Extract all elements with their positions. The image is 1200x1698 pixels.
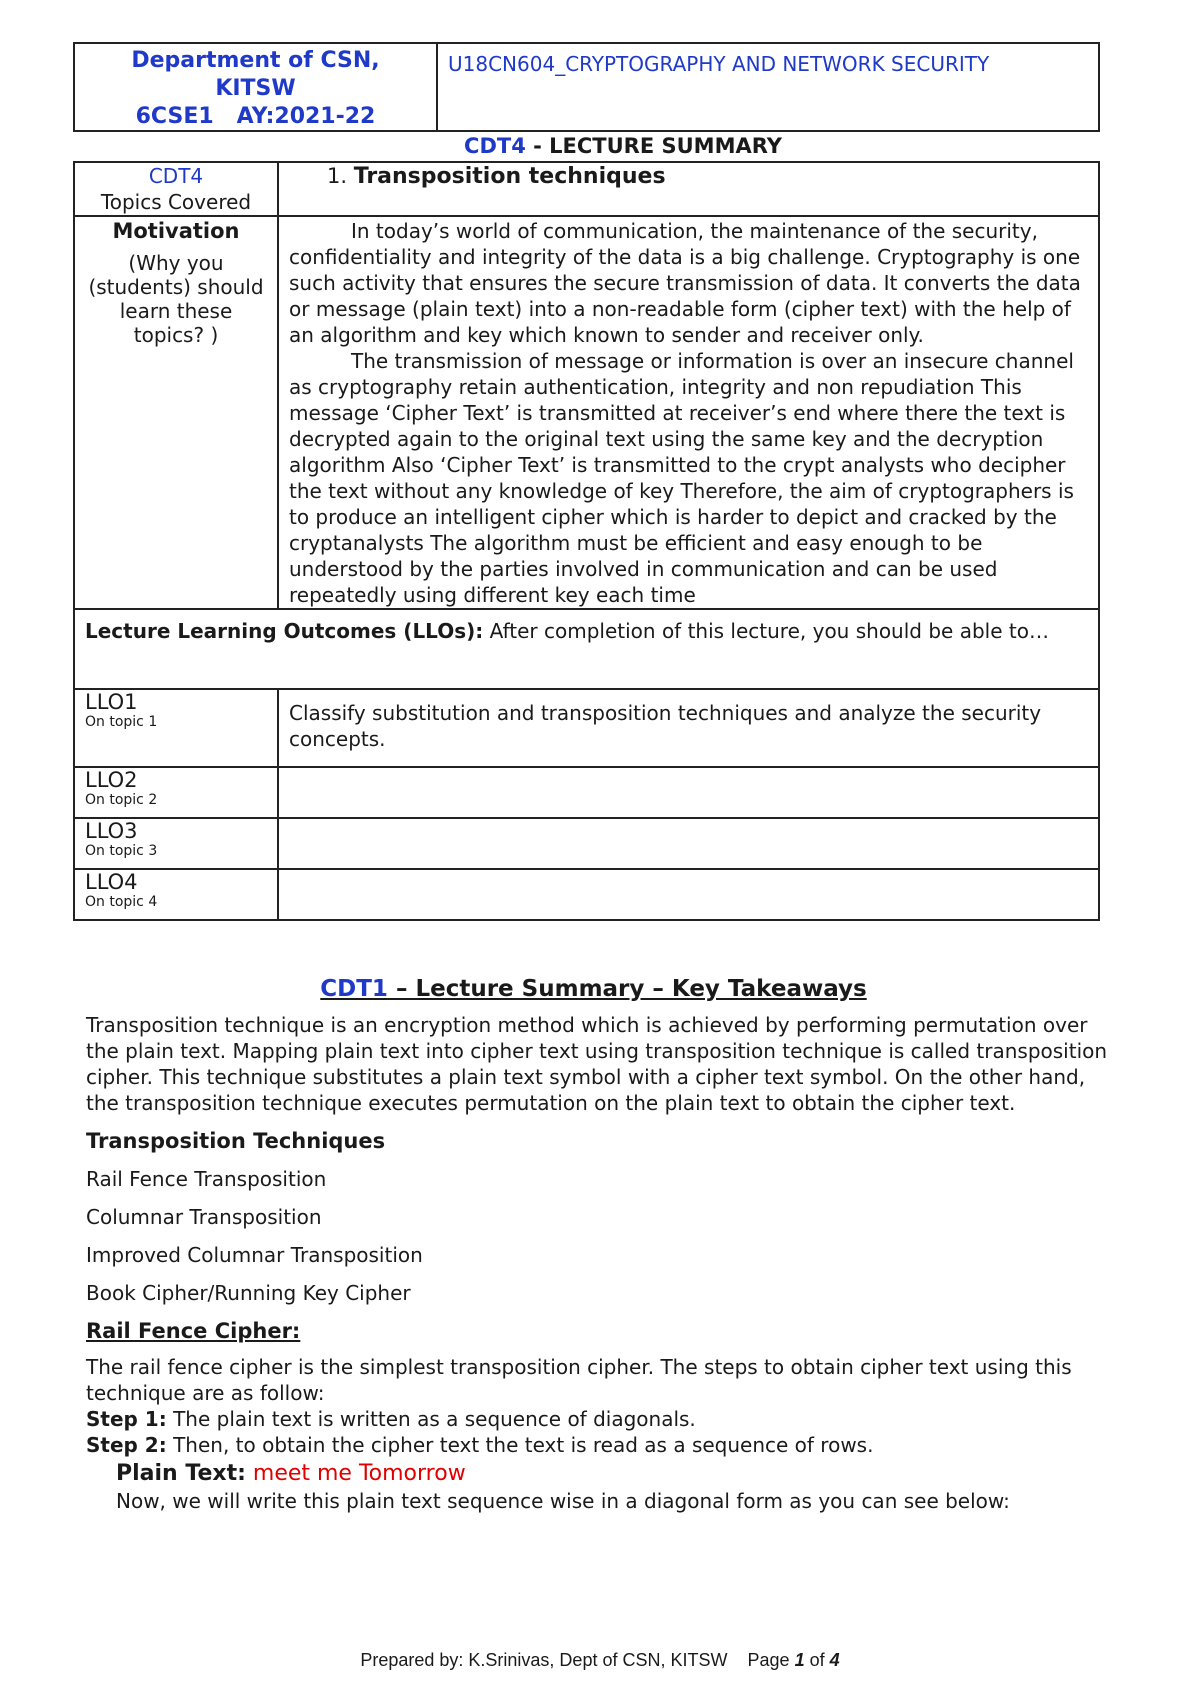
- motivation-label: Motivation: [112, 219, 240, 243]
- topic-number: 1.: [327, 164, 348, 188]
- motivation-label-cell: [74, 216, 278, 609]
- lecture-table: [73, 161, 1100, 921]
- llo-label: Lecture Learning Outcomes (LLOs):: [85, 619, 484, 643]
- institute-name: KITSW: [215, 76, 296, 101]
- course-title: U18CN604_CRYPTOGRAPHY AND NETWORK SECURITY: [448, 52, 990, 76]
- llo-text: [278, 869, 1099, 920]
- topic-cell: [278, 162, 1099, 216]
- llo-topic: On topic 3: [85, 843, 158, 859]
- llo-id-cell: [74, 689, 278, 767]
- summary-cdt: CDT4: [464, 134, 526, 158]
- page-number: 1: [794, 1650, 805, 1670]
- header-table: [73, 42, 1100, 132]
- step-1-label: Step 1:: [86, 1407, 167, 1431]
- of-word: of: [809, 1650, 825, 1670]
- technique-item: Columnar Transposition: [86, 1205, 322, 1229]
- technique-item: Rail Fence Transposition: [86, 1167, 327, 1191]
- topic-title: Transposition techniques: [353, 164, 666, 189]
- llo-id: LLO3: [85, 819, 138, 843]
- key-cdt: CDT1: [320, 976, 388, 1002]
- plain-text-label: Plain Text:: [116, 1461, 246, 1486]
- lecture-body: [86, 976, 1116, 1514]
- llo-id-cell: [74, 869, 278, 920]
- technique-item: Book Cipher/Running Key Cipher: [86, 1281, 411, 1305]
- motivation-text-cell: [278, 216, 1099, 609]
- page-total: 4: [829, 1650, 840, 1670]
- llo-topic: On topic 1: [85, 714, 158, 730]
- summary-suffix: - LECTURE SUMMARY: [525, 134, 782, 158]
- techniques-heading: Transposition Techniques: [86, 1129, 386, 1153]
- key-suffix: – Lecture Summary – Key Takeaways: [387, 976, 867, 1002]
- rail-fence-intro: The rail fence cipher is the simplest transposition cipher. The steps to obtain cipher text using this technique are as follow:: [86, 1355, 1072, 1405]
- llo-row: [74, 869, 1099, 920]
- technique-item: Improved Columnar Transposition: [86, 1243, 423, 1267]
- prepared-by: Prepared by: K.Srinivas, Dept of CSN, KITSW: [360, 1650, 728, 1670]
- llo-header: [74, 609, 1099, 689]
- page-footer: [0, 1650, 1200, 1671]
- llo-topic: On topic 4: [85, 894, 158, 910]
- llo-text: Classify substitution and transposition techniques and analyze the security concepts.: [278, 689, 1099, 767]
- llo-id: LLO4: [85, 870, 138, 894]
- motivation-sub: (Why you (students) should learn these topics? ): [88, 251, 264, 347]
- plain-text-line: [116, 1460, 1116, 1488]
- step-2: [86, 1432, 1116, 1458]
- motivation-paragraph-1: In today’s world of communication, the maintenance of the security, confidentiality and integrity of the data is a big challenge. Cryptography is one such activity that ensures the secure transmission of data. It converts the data or message (plain text) into a non-readable form (cipher text) with the help of an algorithm and key which known to sender and receiver only.: [289, 219, 1081, 347]
- step-1: [86, 1406, 1116, 1432]
- llo-id: LLO1: [85, 690, 138, 714]
- llo-header-row: [74, 609, 1099, 689]
- llo-row: [74, 767, 1099, 818]
- cdt-cell: [74, 162, 278, 216]
- step-1-text: The plain text is written as a sequence of diagonals.: [166, 1407, 696, 1431]
- cdt-label: CDT4: [148, 164, 204, 188]
- motivation-paragraph-2: The transmission of message or information is over an insecure channel as cryptography retain authentication, integrity and non repudiation This message ‘Cipher Text’ is transmitted at receiver’s end where there the text is decrypted again to the original text using the same key and the decryption algorithm Also ‘Cipher Text’ is transmitted to the crypt analysts who decipher the text without any knowledge of key Therefore, the aim of cryptographers is to produce an intelligent cipher which is harder to depict and cracked by the cryptanalysts The algorithm must be efficient and easy enough to be understood by the parties involved in communication and can be used repeatedly using different key each time: [289, 349, 1074, 607]
- motivation-row: [74, 216, 1099, 609]
- rail-fence-heading: Rail Fence Cipher:: [86, 1319, 301, 1343]
- topics-covered-label: Topics Covered: [100, 190, 252, 214]
- llo-topic: On topic 2: [85, 792, 158, 808]
- page-word: Page: [747, 1650, 790, 1670]
- llo-id-cell: [74, 818, 278, 869]
- topics-row: [74, 162, 1099, 216]
- llo-id-cell: [74, 767, 278, 818]
- llo-row: [74, 689, 1099, 767]
- department-name: Department of CSN,: [131, 48, 380, 73]
- diagonal-instruction: Now, we will write this plain text sequence wise in a diagonal form as you can see below:: [116, 1489, 1010, 1513]
- intro-paragraph: Transposition technique is an encryption method which is achieved by performing permutation over the plain text. Mapping plain text into cipher text using transposition technique is called transposition cipher. This technique substitutes a plain text symbol with a cipher text symbol. On the other hand, the transposition technique executes permutation on the plain text to obtain the cipher text.: [86, 1013, 1108, 1115]
- llo-text: [278, 818, 1099, 869]
- step-2-text: Then, to obtain the cipher text the text is read as a sequence of rows.: [166, 1433, 874, 1457]
- key-takeaways-title: [71, 976, 1116, 1002]
- class-year: 6CSE1 AY:2021-22: [135, 104, 376, 129]
- lecture-summary-title: [73, 134, 1173, 158]
- llo-intro: After completion of this lecture, you should be able to…: [483, 619, 1049, 643]
- department-cell: [75, 44, 438, 130]
- llo-id: LLO2: [85, 768, 138, 792]
- step-2-label: Step 2:: [86, 1433, 167, 1457]
- llo-row: [74, 818, 1099, 869]
- llo-text: [278, 767, 1099, 818]
- plain-text-value: meet me Tomorrow: [245, 1461, 466, 1486]
